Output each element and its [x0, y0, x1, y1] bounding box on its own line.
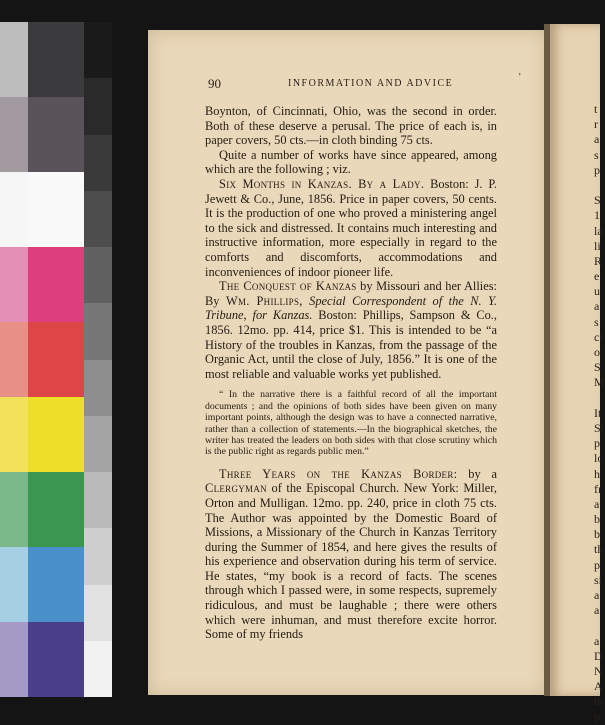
- book-title-three-years: Three Years on the Kanzas Border:: [219, 466, 458, 481]
- color-swatch: [0, 97, 28, 172]
- facing-page-fragment: b: [594, 512, 600, 527]
- color-swatch: [28, 472, 84, 547]
- facing-page-fragment: s: [594, 314, 599, 329]
- facing-page-fragment: [594, 391, 605, 406]
- facing-page-fragment: a: [594, 588, 600, 602]
- book-title-conquest: The Conquest of Kanzas: [219, 279, 357, 294]
- facing-page-fragment: la: [594, 223, 603, 238]
- facing-page-fragment: ci: [594, 329, 603, 344]
- facing-page-fragment: p: [594, 709, 600, 724]
- facing-page-fragment: th: [594, 542, 604, 557]
- color-swatch: [84, 247, 112, 303]
- color-swatch: [84, 641, 112, 697]
- color-swatch: [28, 247, 84, 322]
- facing-page-fragment: N: [594, 663, 603, 678]
- color-swatch: [0, 472, 28, 547]
- facing-page-fragment: a: [594, 299, 600, 314]
- facing-page-fragment: [594, 178, 605, 193]
- grayscale-step-column: [84, 22, 112, 697]
- facing-page-text-fragments: [594, 102, 605, 725]
- facing-page-fragment: th: [594, 694, 604, 709]
- color-swatch: [84, 416, 112, 472]
- color-swatch: [84, 191, 112, 247]
- facing-page-fragment: a: [594, 633, 600, 648]
- facing-page-fragment: p: [594, 162, 600, 177]
- corner-mark: ʼ: [518, 72, 522, 83]
- three-years-by: by a: [457, 466, 497, 481]
- color-target-column-light: [0, 22, 28, 697]
- color-swatch: [28, 322, 84, 397]
- facing-page-fragment: S: [594, 193, 601, 208]
- facing-page-fragment: o: [594, 345, 600, 359]
- facing-page-fragment: e: [594, 269, 600, 284]
- color-swatch: [0, 247, 28, 322]
- color-target-column-saturated: [28, 22, 84, 697]
- color-swatch: [28, 622, 84, 697]
- color-swatch: [84, 78, 112, 134]
- facing-page-fragment: A: [594, 679, 603, 694]
- color-swatch: [0, 397, 28, 472]
- facing-page-fragment: S: [594, 360, 601, 375]
- facing-page-fragment: D: [594, 648, 603, 663]
- color-swatch: [84, 135, 112, 191]
- three-years-author: Clergyman: [205, 481, 267, 496]
- color-swatch: [84, 303, 112, 359]
- conquest-byline: by Missouri and her Allies: By: [205, 279, 497, 308]
- paragraph-conquest: [205, 279, 497, 381]
- paragraph-works-intro: Quite a number of works have since appeared, among which are the following ; viz.: [205, 147, 497, 177]
- book-title-six-months: Six Months in Kanzas. By a Lady.: [219, 176, 425, 191]
- facing-page-fragment: fr: [594, 481, 602, 496]
- paragraph-three-years: [205, 467, 497, 642]
- facing-page-fragment: p: [594, 436, 600, 451]
- six-months-description: Boston: J. P. Jewett & Co., June, 1856. Price in paper covers, 50 cents. It is the production of one who proved a ministering angel to the sick and distressed. It contains much interesting and instructive information, more especially in regard to the comforts and discomforts, accommodations and inconveniences of indoor pioneer life.: [205, 176, 497, 279]
- color-swatch: [0, 547, 28, 622]
- paragraph-boynton: Boynton, of Cincinnati, Ohio, was the second in order. Both of these deserve a perusal. The price of each is, in paper covers, 50 cts.—in cloth binding 75 cts.: [205, 104, 497, 148]
- paragraph-six-months: [205, 177, 497, 279]
- facing-page-fragment: It: [594, 405, 602, 420]
- facing-page-fragment: [594, 618, 605, 633]
- color-swatch: [28, 172, 84, 247]
- facing-page-fragment: lo: [594, 451, 604, 466]
- color-swatch: [84, 360, 112, 416]
- color-swatch: [84, 528, 112, 584]
- facing-page-fragment: a: [594, 132, 600, 147]
- facing-page-fragment: M: [594, 375, 605, 390]
- conquest-quotation: “ In the narrative there is a faithful record of all the important documents ; and the opinions of both sides have been given on many important points, although the design was to have a connected narrative, rather than a collection of statements.—In the biographical sketches, the writer has treated the leaders on both sides with that close scrutiny which is the public right as regards public men.”: [205, 389, 497, 458]
- color-swatch: [28, 547, 84, 622]
- facing-page-fragment: R: [594, 253, 603, 268]
- facing-page-fragment: si: [594, 572, 603, 587]
- facing-page-fragment: h: [594, 466, 600, 481]
- facing-page-fragment: a: [594, 603, 600, 618]
- conquest-subtitle: Special Correspondent of the N. Y. Tribune, for Kanzas.: [205, 293, 497, 323]
- color-swatch: [0, 172, 28, 247]
- color-swatch: [0, 622, 28, 697]
- conquest-author: Wm. Phillips,: [225, 293, 303, 308]
- facing-page-fragment: b: [594, 527, 600, 542]
- facing-page-fragment: li: [594, 238, 601, 253]
- color-swatch: [84, 585, 112, 641]
- page-body-text: [205, 104, 497, 642]
- three-years-description: of the Episcopal Church. New York: Miller, Orton and Mulligan. 12mo. pp. 240, price in cloth 75 cts. The Author was appointed by the Domestic Board of Missions, a Missionary of the Church in Kanzas Territory during the Summer of 1854, and here gives the results of his experience and observation during his term of service. He states, “my book is a record of facts. The scenes through which I passed were, in some respects, supremely ridiculous, and must be laughable ; there were others which were inhuman, and must therefore excite horror. Some of my friends: [205, 481, 497, 642]
- color-swatch: [0, 22, 28, 97]
- color-swatch: [28, 397, 84, 472]
- color-swatch: [0, 322, 28, 397]
- color-swatch: [84, 22, 112, 78]
- facing-page-fragment: St: [594, 420, 605, 435]
- conquest-description: Boston: Phillips, Sampson & Co., 1856. 12mo. pp. 414, price $1. This is intended to be “a History of the troubles in Kanzas, from the passage of the Organic Act, until the close of July, 1856.” It is one of the most reliable and valuable works yet published.: [205, 308, 498, 381]
- facing-page-fragment: u: [594, 284, 600, 299]
- running-title: INFORMATION AND ADVICE: [288, 78, 454, 89]
- book-page-right-edge: [550, 24, 600, 696]
- facing-page-fragment: t: [594, 102, 598, 116]
- page-number: 90: [208, 76, 221, 91]
- facing-page-fragment: r: [594, 117, 598, 132]
- facing-page-fragment: p: [594, 557, 600, 572]
- facing-page-fragment: a: [594, 496, 600, 511]
- color-swatch: [28, 22, 84, 97]
- facing-page-fragment: s: [594, 147, 599, 162]
- facing-page-fragment: 1: [594, 208, 600, 223]
- color-swatch: [28, 97, 84, 172]
- color-calibration-target: [0, 22, 112, 697]
- color-swatch: [84, 472, 112, 528]
